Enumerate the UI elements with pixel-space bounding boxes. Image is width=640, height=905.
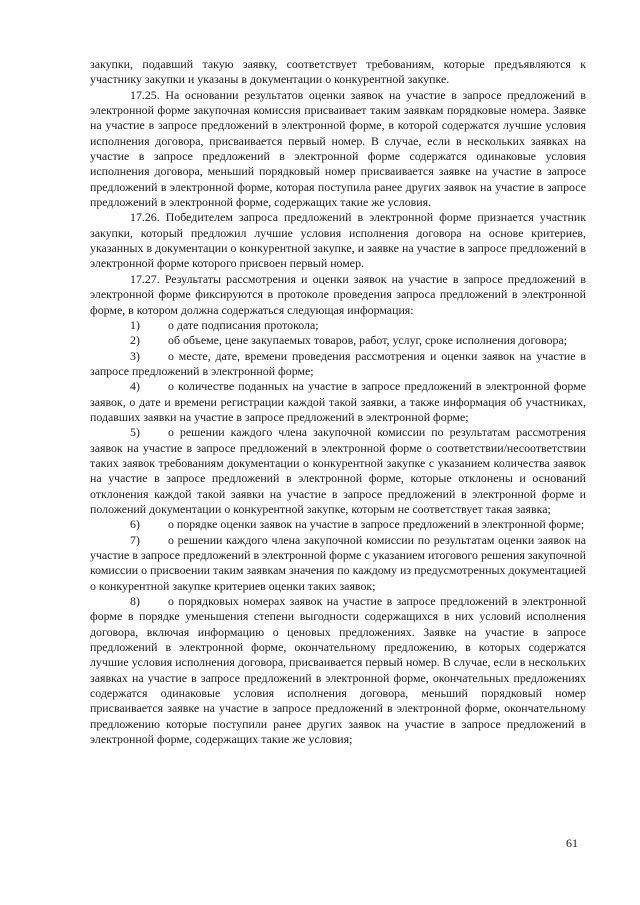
list-item-number: 3) — [130, 348, 140, 363]
list-item — [90, 533, 586, 594]
list-item-number: 5) — [130, 425, 140, 440]
list-item-number: 8) — [130, 594, 140, 609]
clause-17-26: 17.26. Победителем запроса предложений в электронной форме признается участник закупки, который предложил лучшие условия исполнения договора на основе критериев, указанных в документации о конкурентной закупке, и заявке на участие в запросе предложений в электронной форме которого присвоен первый номер. — [90, 210, 586, 271]
list-item-number: 2) — [130, 333, 140, 348]
list-item-number: 1) — [130, 317, 140, 332]
clause-17-27: 17.27. Результаты рассмотрения и оценки заявок на участие в запросе предложений в электронной форме фиксируются в протоколе проведения запроса предложений в электронной форме, в котором должна содержаться следующая информация: — [90, 271, 586, 317]
list-item-number: 4) — [130, 379, 140, 394]
page-number: 61 — [566, 836, 578, 850]
body-text — [90, 57, 586, 747]
list-item — [90, 517, 586, 532]
list-item-text: о месте, дате, времени проведения рассмотрения и оценки заявок на участие в запросе предложений в электронной форме; — [90, 348, 586, 378]
list-item-text: об объеме, цене закупаемых товаров, работ, услуг, сроке исполнения договора; — [168, 333, 567, 348]
list-item-text: о порядковых номерах заявок на участие в запросе предложений в электронной форме в порядке уменьшения степени выгодности содержащихся в них условий исполнения договора, включая информацию о ценовых предложениях. Заявке на участие в запросе предложений в электронной форме, окончательному предложению, в которых содержатся лучшие условия исполнения договора, присваивается первый номер. В случае, если в нескольких заявках на участие в запросе предложений в электронной форме, окончательных предложениях содержатся одинаковые условия исполнения договора, меньший порядковый номер присваивается заявке на участие в запросе предложений в электронной форме, окончательному предложению которые поступили ранее других заявок на участие в запросе предложений в электронной форме, содержащих такие же условия; — [90, 594, 586, 747]
list-item — [90, 379, 586, 425]
list-item — [90, 318, 586, 333]
list-item-text: о решении каждого члена закупочной комиссии по результатам рассмотрения заявок на участие в запросе предложений в электронной форме о соответствии/несоответствии таких заявок требованиям документации о конкурентной закупке с указанием количества заявок на участие в запросе предложений в электронной форме, которые отклонены и оснований отклонения каждой такой заявки на участие в запросе предложений в электронной форме и положений документации о конкурентной закупке, которым не соответствует такая заявка; — [90, 425, 586, 516]
list-item-text: о дате подписания протокола; — [168, 317, 319, 332]
intro-paragraph: закупки, подавший такую заявку, соответствует требованиям, которые предъявляются к участнику закупки и указаны в документации о конкурентной закупке. — [90, 57, 586, 87]
list-item — [90, 425, 586, 517]
list-item — [90, 333, 586, 348]
list-item-text: о порядке оценки заявок на участие в запросе предложений в электронной форме; — [168, 517, 585, 532]
clause-17-25: 17.25. На основании результатов оценки заявок на участие в запросе предложений в электронной форме закупочная комиссия присваивает таким заявкам порядковые номера. Заявке на участие в запросе предложений в электронной форме, в которой содержатся лучшие условия исполнения договора, присваивается первый номер. В случае, если в нескольких заявках на участие в запросе предложений в электронной форме содержатся одинаковые условия исполнения договора, меньший порядковый номер присваивается заявке на участие в запросе предложений в электронной форме, которая поступила ранее других заявок на участие в запросе предложений в электронной форме, содержащих такие же условия. — [90, 87, 586, 210]
list-item-number: 6) — [130, 517, 140, 532]
list-item-text: о количестве поданных на участие в запросе предложений в электронной форме заявок, о дате и времени регистрации каждой такой заявки, а также информация об участниках, подавших заявки на участие в запросе предложений в электронной форме; — [90, 379, 586, 424]
list-item — [90, 594, 586, 747]
list-item-number: 7) — [130, 532, 140, 547]
list-item — [90, 349, 586, 380]
list-item-text: о решении каждого члена закупочной комиссии по результатам оценки заявок на участие в запросе предложений в электронной форме с указанием итогового решения закупочной комиссии о присвоении таким заявкам значения по каждому из предусмотренных документацией о конкурентной закупке критериев оценки таких заявок; — [90, 532, 586, 593]
